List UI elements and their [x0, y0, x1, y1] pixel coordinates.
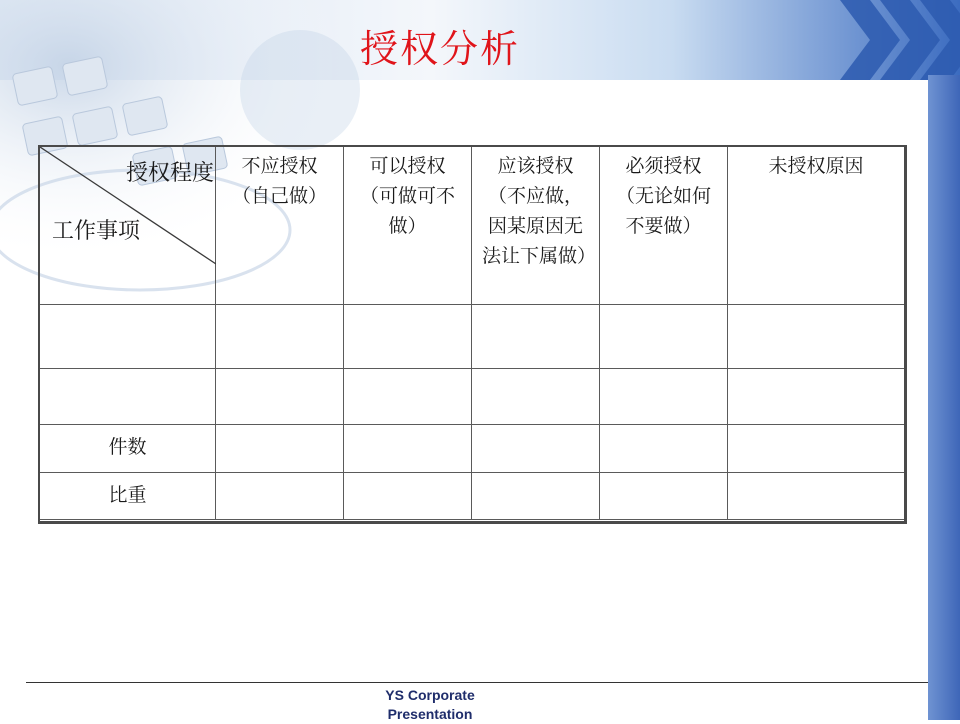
- table-cell: [728, 369, 905, 425]
- header-label: 未授权原因: [768, 155, 864, 177]
- footer-divider: [26, 682, 928, 683]
- header-note: （可做可不做）: [359, 185, 455, 237]
- footer-line-1: YS Corporate: [385, 687, 475, 703]
- table-cell: [600, 473, 728, 520]
- table-cell: [728, 473, 905, 520]
- header-note: （不应做，因某原因无法让下属做）: [482, 185, 597, 267]
- table-row: [40, 473, 905, 520]
- header-note: （自己做）: [231, 185, 327, 207]
- table-row: [40, 425, 905, 473]
- footer-line-2: Presentation: [387, 706, 473, 722]
- table-cell: [472, 369, 600, 425]
- header-cell: [600, 147, 728, 305]
- corner-bottom-label: 工作事项: [52, 219, 141, 244]
- header-label: 应该授权: [497, 155, 574, 177]
- footer-brand: [330, 686, 530, 724]
- table-cell: [472, 425, 600, 473]
- header-cell: [472, 147, 600, 305]
- table-cell: [216, 305, 344, 369]
- header-cell: [344, 147, 472, 305]
- header-cell: [728, 147, 905, 305]
- header-cell: [216, 147, 344, 305]
- row-label: [40, 369, 216, 425]
- table-cell: [216, 425, 344, 473]
- table-cell: [344, 369, 472, 425]
- table-cell: [600, 305, 728, 369]
- row-label: 件数: [40, 425, 216, 473]
- header-label: 不应授权: [241, 155, 318, 177]
- page-title: 授权分析: [359, 27, 520, 71]
- right-accent-bar: [928, 75, 960, 720]
- table-cell: [472, 473, 600, 520]
- corner-header-cell: [40, 147, 216, 305]
- corner-top-label: 授权程度: [125, 161, 214, 186]
- table-row: [40, 305, 905, 369]
- table-cell: [216, 369, 344, 425]
- table-row: [40, 369, 905, 425]
- header-label: 必须授权: [625, 155, 702, 177]
- header-row: [40, 147, 905, 305]
- table-cell: [344, 425, 472, 473]
- header-note: （无论如何不要做）: [615, 185, 711, 237]
- table-cell: [344, 473, 472, 520]
- authorization-table: [39, 146, 905, 520]
- table-cell: [344, 305, 472, 369]
- row-label: [40, 305, 216, 369]
- table-cell: [472, 305, 600, 369]
- table-cell: [216, 473, 344, 520]
- row-label: 比重: [40, 473, 216, 520]
- table-cell: [600, 369, 728, 425]
- table-cell: [600, 425, 728, 473]
- table-cell: [728, 425, 905, 473]
- header-label: 可以授权: [369, 155, 446, 177]
- table-cell: [728, 305, 905, 369]
